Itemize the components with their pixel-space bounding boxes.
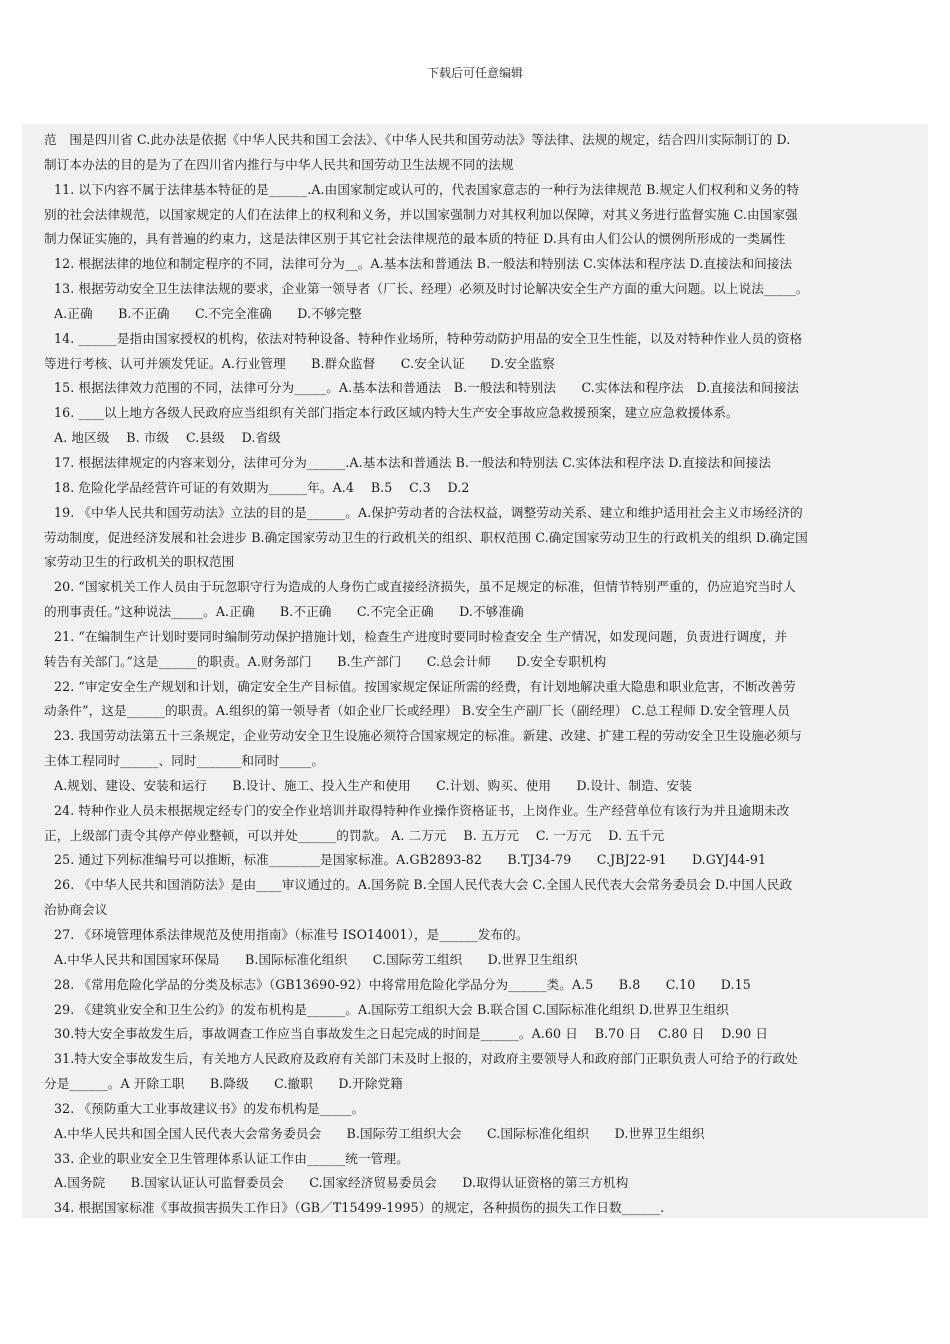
text-line: 21. “在编制生产计划时要同时编制劳动保护措施计划，检查生产进度时要同时检查安全 生产情况，如发现问题，负责进行调度，并 [54, 628, 788, 644]
text-line: 动条件”，这是______的职责。A.组织的第一领导者（如企业厂长或经理） B.安全生产副厂长（副经理） C.总工程师 D.安全管理人员 [44, 703, 790, 719]
text-line: 22. “审定安全生产规划和计划，确定安全生产目标值。按国家规定保证所需的经费，有计划地解决重大隐患和职业危害，不断改善劳 [54, 678, 796, 694]
text-line: 20. “国家机关工作人员由于玩忽职守行为造成的人身伤亡或直接经济损失，虽不足规定的标准，但情节特别严重的，仍应追究当时人 [54, 579, 796, 595]
text-line: 23. 我国劳动法第五十三条规定，企业劳动安全卫生设施必须符合国家规定的标准。新建、改建、扩建工程的劳动安全卫生设施必须与 [54, 728, 802, 744]
text-line: A. 地区级 B. 市级 C.县级 D.省级 [54, 430, 281, 446]
text-line: A.国务院 B.国家认证认可监督委员会 C.国家经济贸易委员会 D.取得认证资格的第三方机构 [54, 1175, 629, 1191]
text-line: 15. 根据法律效力范围的不同，法律可分为_____。A.基本法和普通法 B.一般法和特别法 C.实体法和程序法 D.直接法和间接法 [54, 380, 800, 396]
text-line: 29. 《建筑业安全和卫生公约》的发布机构是______。A.国际劳工组织大会 B.联合国 C.国际标准化组织 D.世界卫生组织 [54, 1001, 729, 1017]
text-line: 28. 《常用危险化学品的分类及标志》（GB13690-92）中将常用危险化学品分为______类。A.5 B.8 C.10 D.15 [54, 976, 751, 992]
text-line: 34. 根据国家标准《事故损害损失工作日》（GB／T15499-1995）的规定，各种损伤的损失工作日数______. [54, 1200, 665, 1216]
text-line: A.中华人民共和国国家环保局 B.国际标准化组织 C.国际劳工组织 D.世界卫生组织 [54, 951, 578, 967]
text-line: 治协商会议 [44, 902, 108, 918]
text-line: 33. 企业的职业安全卫生管理体系认证工作由______统一管理。 [54, 1150, 409, 1166]
text-line: 正，上级部门责令其停产停业整顿，可以并处______的罚款。 A. 二万元 B. 五万元 C. 一万元 D. 五千元 [44, 827, 665, 843]
text-line: A.中华人民共和国全国人民代表大会常务委员会 B.国际劳工组织大会 C.国际标准化组织 D.世界卫生组织 [54, 1125, 705, 1141]
text-line: 制力保证实施的，具有普遍的约束力，这是法律区别于其它社会法律规范的最本质的特征 D.具有由人们公认的惯例所形成的一类属性 [44, 231, 786, 247]
text-line: 12. 根据法律的地位和制定程序的不同，法律可分为__。A.基本法和普通法 B.一般法和特别法 C.实体法和程序法 D.直接法和间接法 [54, 256, 793, 272]
text-line: A.规划、建设、安装和运行 B.设计、施工、投入生产和使用 C.计划、购买、使用 D.设计、制造、安装 [54, 777, 692, 793]
text-line: 24. 特种作业人员未根据规定经专门的安全作业培训并取得特种作业操作资格证书，上岗作业。生产经营单位有该行为并且逾期未改 [54, 802, 790, 818]
text-line: 劳动制度，促进经济发展和社会进步 B.确定国家劳动卫生的行政机关的组织、职权范围 C.确定国家劳动卫生的行政机关的组织 D.确定国 [44, 529, 808, 545]
text-line: 的刑事责任。”这种说法_____。A.正确 B.不正确 C.不完全正确 D.不够准确 [44, 604, 524, 620]
text-line: 分是______。A 开除工职 B.降级 C.撤职 D.开除党籍 [44, 1076, 403, 1092]
text-line: 17. 根据法律规定的内容来划分，法律可分为______.A.基本法和普通法 B.一般法和特别法 C.实体法和程序法 D.直接法和间接法 [54, 454, 772, 470]
text-line: 11. 以下内容不属于法律基本特征的是______.A.由国家制定或认可的，代表国家意志的一种行为法律规范 B.规定人们权利和义务的特 [54, 181, 800, 197]
text-line: 32. 《预防重大工业事故建议书》的发布机构是_____。 [54, 1100, 365, 1116]
text-line: 14. ______是指由国家授权的机构，依法对特种设备、特种作业场所，特种劳动防护用品的安全卫生性能，以及对特种作业人员的资格 [54, 330, 803, 346]
text-line: 转告有关部门。”这是______的职责。A.财务部门 B.生产部门 C.总会计师 D.安全专职机构 [44, 653, 607, 669]
text-lines [22, 124, 928, 1218]
text-line: 27. 《环境管理体系法律规范及使用指南》（标准号 ISO14001），是______发布的。 [54, 927, 529, 942]
text-line: A.正确 B.不正确 C.不完全准确 D.不够完整 [54, 305, 362, 321]
text-line: 16. ____以上地方各级人民政府应当组织有关部门指定本行政区域内特大生产安全事故应急救援预案，建立应急救援体系。 [54, 405, 739, 421]
text-line: 30.特大安全事故发生后，事故调查工作应当自事故发生之日起完成的时间是______。A.60 日 B.70 日 C.80 日 D.90 日 [54, 1026, 769, 1042]
text-line: 等进行考核、认可并颁发凭证。A.行业管理 B.群众监督 C.安全认证 D.安全监察 [44, 355, 555, 371]
text-line: 家劳动卫生的行政机关的职权范围 [44, 554, 235, 570]
text-line: 18. 危险化学品经营许可证的有效期为______年。A.4 B.5 C.3 D.2 [54, 479, 470, 495]
text-line: 制订本办法的目的是为了在四川省内推行与中华人民共和国劳动卫生法规不同的法规 [44, 156, 514, 172]
document-body [22, 124, 928, 1218]
text-line: 13. 根据劳动安全卫生法律法规的要求，企业第一领导者（厂长、经理）必须及时讨论解决安全生产方面的重大问题。以上说法_____。 [54, 281, 809, 297]
text-line: 范 围是四川省 C.此办法是依据《中华人民共和国工会法》、《中华人民共和国劳动法》等法律、法规的规定，结合四川实际制订的 D. [44, 132, 791, 147]
text-line: 别的社会法律规范，以国家规定的人们在法律上的权利和义务，并以国家强制力对其权利加以保障，对其义务进行监督实施 C.由国家强 [44, 206, 798, 222]
text-line: 26. 《中华人民共和国消防法》是由____审议通过的。A.国务院 B.全国人民代表大会 C.全国人民代表大会常务委员会 D.中国人民政 [54, 877, 793, 893]
text-line: 19. 《中华人民共和国劳动法》立法的目的是______。A.保护劳动者的合法权益，调整劳动关系、建立和维护适用社会主义市场经济的 [54, 504, 803, 520]
text-line: 主体工程同时______、同时_______和同时_____。 [44, 753, 325, 769]
text-line: 25. 通过下列标准编号可以推断，标准________是国家标准。A.GB2893-82 B.TJ34-79 C.JBJ22-91 D.GYJ44-91 [54, 852, 767, 868]
page-header: 下载后可任意编辑 [426, 66, 523, 80]
text-line: 31.特大安全事故发生后，有关地方人民政府及政府有关部门未及时上报的，对政府主要领导人和政府部门正职负责人可给予的行政处 [54, 1051, 798, 1067]
